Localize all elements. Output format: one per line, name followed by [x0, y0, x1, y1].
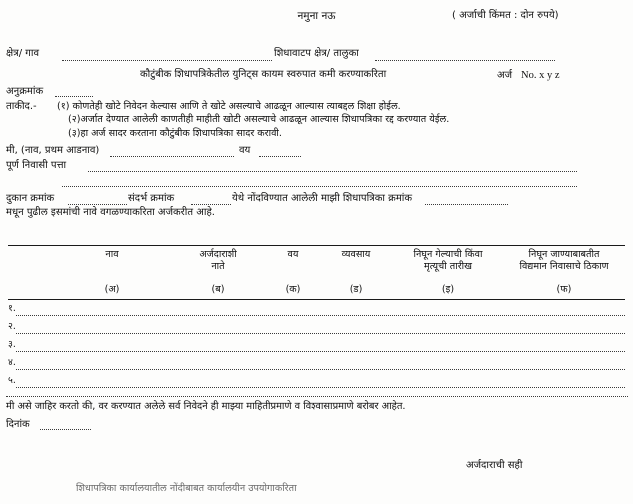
ration-card-no-input[interactable] [425, 204, 508, 205]
col-header-departure-death-date-2: मृत्यूची तारीख [424, 261, 472, 273]
ration-area-taluka-input[interactable] [375, 60, 555, 61]
col-letter-d: (ड) [349, 284, 363, 295]
col-header-current-residence-2: विद्यमान निवासाचे ठिकाण [519, 261, 609, 273]
footer-cutoff-text: शिधापत्रिका कार्यालयातील नोंदीबाबत कार्यालयीन उपयोगाकरिता [76, 483, 297, 494]
table-top-rule [8, 245, 625, 246]
age-input[interactable] [259, 156, 301, 157]
warning-item-1: (१) कोणतेही खोटे निवेदन केल्यास आणि ते खोटे असल्याचे आढळून आल्यास त्याबद्दल शिक्षा होईल. [57, 101, 401, 112]
date-input[interactable] [40, 429, 91, 430]
applicant-name-label: मी, (नाव, प्रथम आडनाव) [6, 145, 100, 156]
subject-line: कौटुंबीक शिधापत्रिकेतील युनिट्स कायम स्वरुपात कमी करण्याकरिता [140, 69, 387, 80]
col-header-departure-death-date: निघून गेल्याची किंवा [413, 249, 483, 260]
table-header-bottom-rule [8, 299, 625, 300]
full-address-input-line1[interactable] [88, 171, 577, 172]
applicant-name-input[interactable] [110, 156, 234, 157]
table-row-number-2: २. [8, 321, 16, 332]
form-title: नमुना नऊ [297, 10, 336, 22]
full-address-input-line2[interactable] [62, 186, 577, 187]
shop-no-label: दुकान क्रमांक [6, 193, 55, 204]
col-header-relation: अर्जदाराशी [199, 249, 237, 260]
age-label: वय [239, 145, 251, 156]
application-no-label: अर्ज [497, 70, 513, 81]
col-letter-f: (फ) [556, 284, 572, 295]
table-row-number-4: ४. [8, 357, 16, 368]
signature-label: अर्जदाराची सही [466, 460, 523, 471]
warning-label: ताकीद.- [6, 101, 37, 112]
col-header-current-residence: निघून जाण्याबाबतीत [528, 249, 600, 260]
reference-no-input[interactable] [191, 204, 231, 205]
serial-no-input[interactable] [55, 96, 93, 97]
col-header-name: नाव [105, 249, 119, 260]
table-row-3[interactable] [16, 351, 625, 352]
serial-no-label: अनुक्रमांक [6, 86, 44, 97]
table-row-extra[interactable] [6, 396, 628, 397]
table-row-number-1: १. [8, 303, 16, 314]
area-village-label: क्षेत्र/ गाव [6, 48, 40, 59]
full-address-label: पूर्ण निवासी पत्ता [6, 160, 67, 171]
col-header-age: वय [287, 249, 299, 260]
table-row-number-5: ५. [8, 375, 16, 386]
ration-card-no-label: येथे नोंदविण्यात आलेली माझी शिधापत्रिका क्रमांक [232, 193, 413, 204]
table-row-5[interactable] [16, 387, 625, 388]
col-header-occupation: व्यवसाय [341, 249, 371, 260]
fee-note: ( अर्जाची किंमत : दोन रुपये) [452, 10, 559, 21]
col-letter-i: (इ) [441, 284, 455, 295]
purpose-line: मधून पुढील इसमांची नावे वगळण्याकरिता अर्जकरीत आहे. [6, 207, 215, 218]
ration-area-taluka-label: शिधावाटप क्षेत्र/ तालुका [274, 48, 359, 59]
footer-cutoff [0, 483, 633, 504]
date-label: दिनांक [6, 419, 30, 430]
table-row-number-3: ३. [8, 339, 16, 350]
table-row-2[interactable] [16, 333, 625, 334]
col-letter-a: (अ) [104, 284, 120, 295]
col-letter-k: (क) [285, 284, 301, 295]
warning-item-2: (२)अर्जात देण्यात आलेली काणतीही माहीती खोटी असल्याचे आढळून आल्यास शिधापत्रिका रद्द करण्यात येईल. [68, 114, 450, 125]
reference-no-label: संदर्भ क्रमांक [128, 193, 175, 204]
col-header-relation-2: नाते [211, 261, 225, 273]
declaration-text: मी असे जाहिर करतो की, वर करण्यात अलेले सर्व निवेदने ही माझ्या माहितीप्रमाणे व विश्वासाप्रमाणे बरोबर आहेत. [6, 401, 406, 412]
col-letter-b: (ब) [211, 284, 225, 295]
area-village-input[interactable] [62, 60, 272, 61]
application-no-value: No. x y z [521, 70, 560, 81]
table-row-4[interactable] [16, 369, 625, 370]
shop-no-input[interactable] [68, 204, 127, 205]
table-row-1[interactable] [16, 315, 625, 316]
warning-item-3: (३)हा अर्ज सादर करताना कौटुंबीक शिधापत्रिका सादर करावी. [68, 128, 282, 139]
